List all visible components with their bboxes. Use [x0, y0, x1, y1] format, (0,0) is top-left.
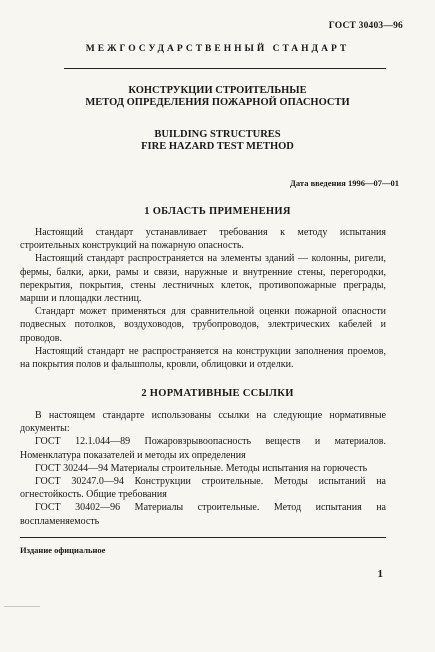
- title-ru-line: КОНСТРУКЦИИ СТРОИТЕЛЬНЫЕ: [128, 85, 307, 96]
- introduction-date: Дата введения 1996—07—01: [290, 178, 399, 188]
- page-number: 1: [377, 568, 383, 580]
- paragraph: Настоящий стандарт распространяется на элементы зданий — колонны, ригели, фермы, балки, арки, рамы и связи, наружные и внутренние стены, перегородки, перекрытия, покрытия, стены лестничных клеток, противопожарные преграды, марши и площадки лестниц.: [20, 253, 386, 305]
- paragraph: Стандарт может применяться для сравнительной оценки пожарной опасности подвесных потолков, воздуховодов, трубопроводов, электрических кабелей и проводов.: [20, 306, 386, 344]
- section-1-heading: 1 ОБЛАСТЬ ПРИМЕНЕНИЯ: [144, 206, 291, 217]
- document-number: ГОСТ 30403—96: [328, 21, 403, 31]
- title-en-line: FIRE HAZARD TEST METHOD: [141, 141, 294, 152]
- reference-item: ГОСТ 30244—94 Материалы строительные. Методы испытания на горючесть: [35, 462, 368, 474]
- title-russian: [0, 85, 435, 109]
- title-ru-line: МЕТОД ОПРЕДЕЛЕНИЯ ПОЖАРНОЙ ОПАСНОСТИ: [85, 97, 350, 108]
- title-english: [0, 129, 435, 153]
- title-en-line: BUILDING STRUCTURES: [154, 129, 281, 140]
- section-1-body: [20, 226, 386, 371]
- edition-note: Издание официальное: [20, 545, 106, 555]
- paragraph: Настоящий стандарт не распространяется на конструкции заполнения проемов, на покрытия полов и фальшполы, кровли, облицовки и отделки.: [20, 345, 386, 371]
- section-2-body: [20, 409, 386, 528]
- standard-type: МЕЖГОСУДАРСТВЕННЫЙ СТАНДАРТ: [85, 44, 350, 54]
- header-divider: [64, 68, 386, 69]
- reference-item: ГОСТ 12.1.044—89 Пожаровзрывоопасность веществ и материалов. Номенклатура показателей и методы их определения: [20, 436, 386, 461]
- reference-item: ГОСТ 30402—96 Материалы строительные. Метод испытания на воспламеняемость: [20, 502, 386, 527]
- section-2-heading: 2 НОРМАТИВНЫЕ ССЫЛКИ: [141, 388, 294, 399]
- reference-item: ГОСТ 30247.0—94 Конструкции строительные. Методы испытаний на огнестойкость. Общие требования: [20, 476, 386, 501]
- paragraph: Настоящий стандарт устанавливает требования к методу испытания строительных конструкций на пожарную опасность.: [20, 227, 386, 252]
- scan-mark: [4, 606, 40, 607]
- footer-divider: [20, 537, 386, 538]
- paragraph: В настоящем стандарте использованы ссылки на следующие нормативные документы:: [20, 410, 386, 435]
